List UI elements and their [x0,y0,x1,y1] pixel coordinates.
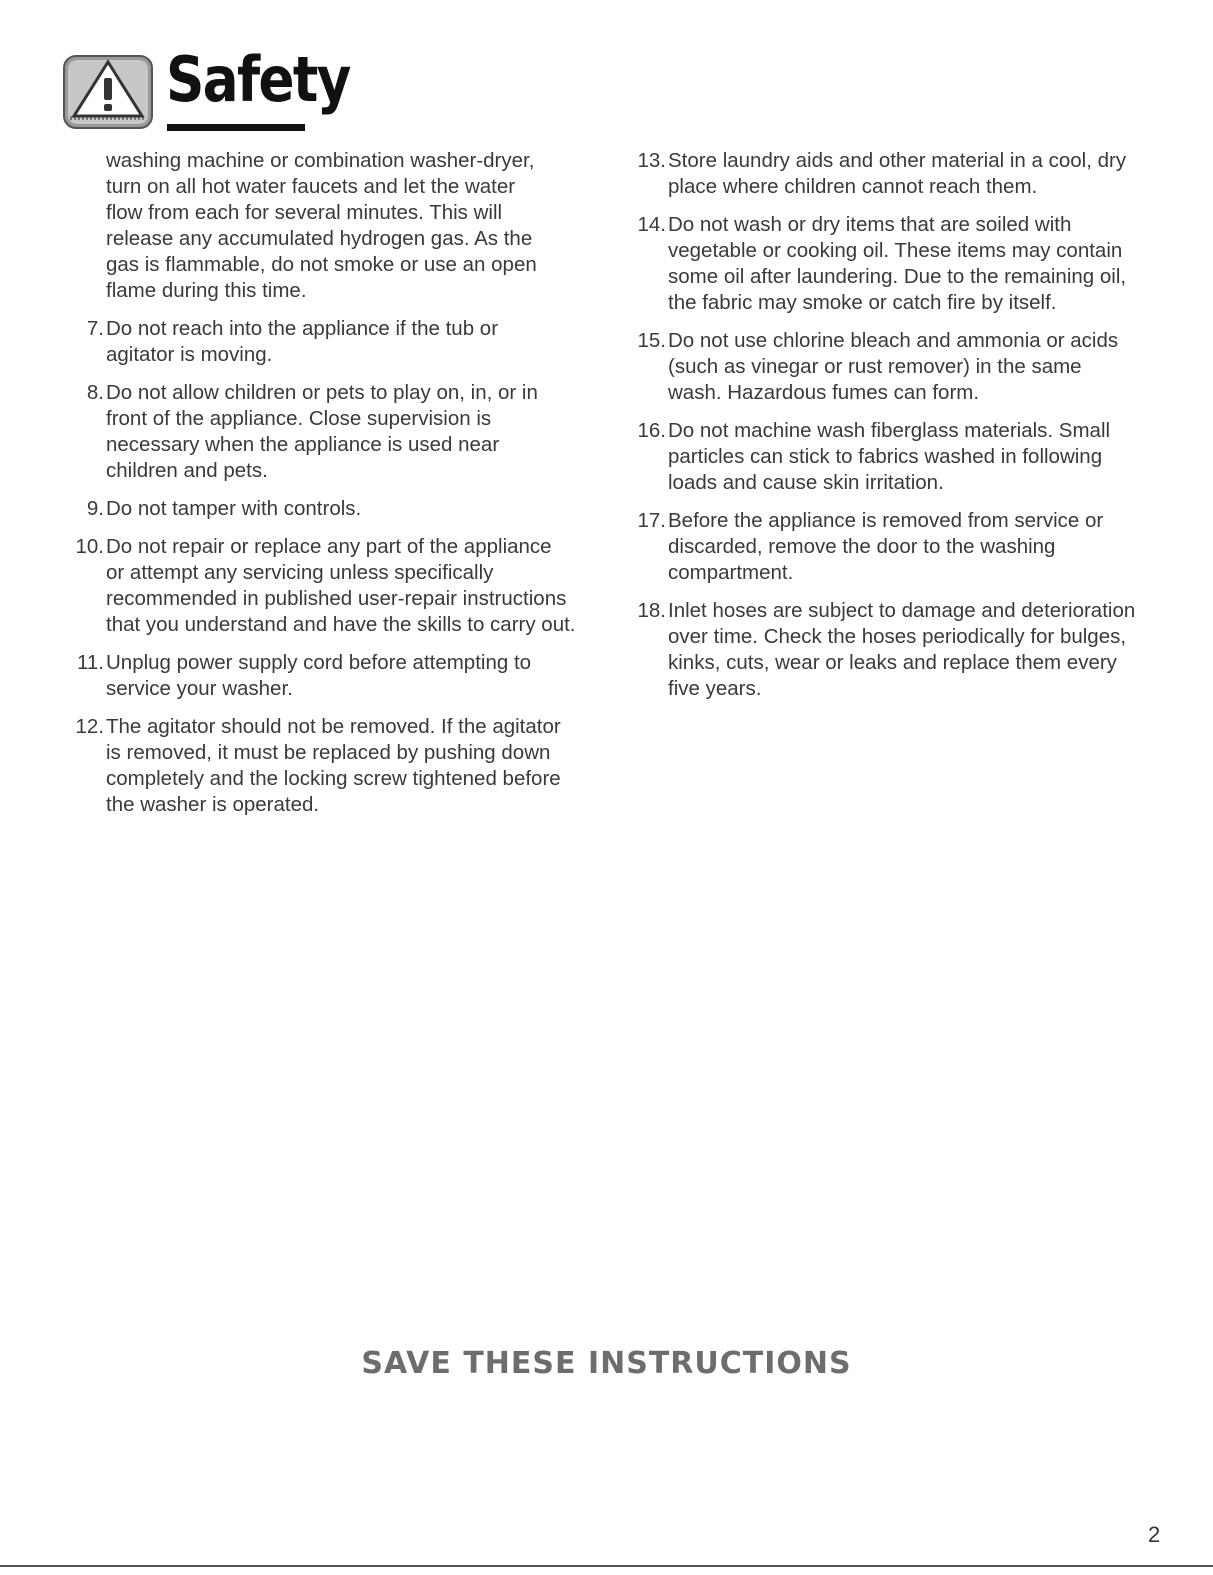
item-text: Do not tamper with controls. [106,497,362,520]
right-column [630,148,1160,714]
page-title: Safety [166,43,350,116]
item-number: 13. [637,149,666,172]
item-text: Unplug power supply cord before attempting to service your washer. [106,651,532,700]
item-number: 18. [637,599,666,622]
list-item [630,212,1160,316]
item-text: Do not repair or replace any part of the appliance or attempt any servicing unless specifically recommended in published user-repair instructions that you understand and have the skills to carry out. [106,535,576,636]
page-bottom-rule [0,1565,1213,1567]
list-item [630,148,1160,200]
item-text: Do not wash or dry items that are soiled with vegetable or cooking oil. These items may contain some oil after laundering. Due to the remaining oil, the fabric may smoke or catch fire by itself. [668,213,1127,314]
list-item [630,508,1160,586]
item-number: 9. [86,497,104,520]
item-number: 17. [637,509,666,532]
item-number: 11. [77,651,104,674]
save-instructions-banner: SAVE THESE INSTRUCTIONS [361,1346,852,1381]
item-number: 8. [86,381,104,404]
item-number: 7. [86,317,104,340]
item-text: Do not machine wash fiberglass materials. Small particles can stick to fabrics washed in following loads and cause skin irritation. [668,419,1111,494]
list-item [68,380,608,484]
list-item [68,316,608,368]
list-item [68,534,608,638]
item-text: Do not allow children or pets to play on, in, or in front of the appliance. Close supervision is necessary when the appliance is used near children and pets. [106,381,538,482]
item-number: 10. [75,535,104,558]
item-text: The agitator should not be removed. If the agitator is removed, it must be replaced by pushing down completely and the locking screw tightened before the washer is operated. [106,715,561,816]
left-column [68,148,608,830]
warning-triangle-icon [62,54,154,132]
item-text: Before the appliance is removed from service or discarded, remove the door to the washing compartment. [668,509,1104,584]
list-item [630,598,1160,702]
list-item [68,650,608,702]
title-underline [167,124,305,131]
item-number: 15. [637,329,666,352]
item-text: Store laundry aids and other material in a cool, dry place where children cannot reach them. [668,149,1127,198]
item-number: 16. [637,419,666,442]
item-number: 14. [637,213,666,236]
list-item [68,496,608,522]
item-number: 12. [75,715,104,738]
list-item [68,714,608,818]
item-text: Do not use chlorine bleach and ammonia or acids (such as vinegar or rust remover) in the same wash. Hazardous fumes can form. [668,329,1119,404]
item-text: Inlet hoses are subject to damage and deterioration over time. Check the hoses periodically for bulges, kinks, cuts, wear or leaks and replace them every five years. [668,599,1136,700]
page-number: 2 [1148,1522,1161,1547]
continued-item [68,148,608,304]
item-text: Do not reach into the appliance if the tub or agitator is moving. [106,317,499,366]
list-item [630,328,1160,406]
list-item [630,418,1160,496]
item-text: washing machine or combination washer-dryer, turn on all hot water faucets and let the water flow from each for several minutes. This will release any accumulated hydrogen gas. As the gas is flammable, do not smoke or use an open flame during this time. [106,149,537,302]
